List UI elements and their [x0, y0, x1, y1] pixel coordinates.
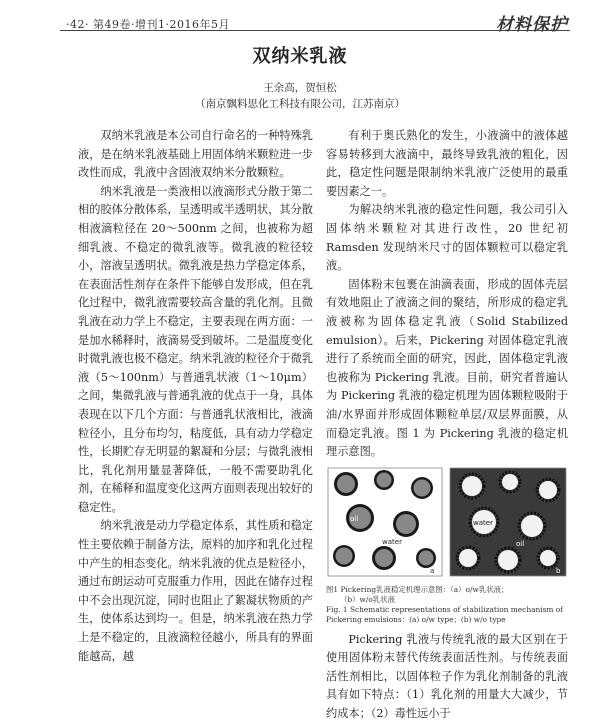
header-rule: [60, 30, 570, 31]
panel-a-ow: [328, 468, 442, 576]
caption-en-line1: Fig. 1 Schematic representations of stabilization mechanism of: [326, 604, 563, 614]
paragraph: 为解决纳米乳液的稳定性问题，我公司引入固体纳米颗粒对其进行改性，20 世纪初 Ramsden 发现纳米尺寸的固体颗粒可以稳定乳液。: [326, 203, 568, 273]
paragraph: 纳米乳液是动力学稳定体系，其性质和稳定性主要依赖于制备方法，原料的加序和乳化过程中产生的相态变化。纳米乳液的优点是粒径小，通过布朗运动可克服重力作用，因此在储存过程中不会出现沉淀，同时也阻止了絮凝状物质的产生，使体系达到均一。但是，纳米乳液在热力学上是不稳定的，且液滴粒径越小，所具有的界面能越高，越: [78, 519, 313, 663]
panel-label-b: b: [556, 566, 561, 575]
right-column: [326, 127, 568, 724]
left-column: [78, 127, 313, 666]
label-oil-b: oil: [516, 539, 525, 548]
figure-caption: [326, 585, 568, 625]
panel-b-wo: [450, 468, 566, 576]
caption-cn-line2: （b）w/o乳状液: [340, 594, 395, 604]
journal-issue-info: ·42· 第49卷·增刊1·2016年5月: [66, 18, 230, 31]
panel-label-a: a: [430, 566, 435, 575]
paragraph: 双纳米乳液是本公司自行命名的一种特殊乳液，是在纳米乳液基础上用固体纳米颗粒进一步改性而成，乳液中含固液双纳米分散颗粒。: [78, 129, 313, 180]
caption-en-line2: Pickering emulsions：(a) o/w type；(b) w/o type: [326, 614, 506, 624]
label-water: water: [382, 537, 402, 546]
label-water-b: water: [473, 518, 493, 527]
paragraph: 固体粉末包裹在油滴表面，形成的固体壳层有效地阻止了液滴之间的聚结，所形成的稳定乳液被称为固体稳定乳液（Solid Stabilized emulsion）。后来，Pickering 对固体稳定乳液进行了系统而全面的研究，因此，固体稳定乳液也被称为 Pickering 乳液。目前，研究者普遍认为 Pickering 乳液的稳定机理为固体颗粒吸附于油/水界面并形成固体颗粒单层/双层界面膜，从而稳定乳液。图 1 为 Pickering 乳液的稳定机理示意图。: [326, 277, 568, 459]
authors: 王余高，贺恒松: [263, 82, 337, 94]
figure-pickering-mechanism: [326, 466, 568, 581]
paragraph: 有利于奥氏熟化的发生，小液滴中的液体越容易转移到大液滴中，最终导致乳液的粗化，因此，稳定性问题是限制纳米乳液广泛使用的最重要因素之一。: [326, 129, 568, 198]
article-title: 双纳米乳液: [252, 46, 348, 67]
journal-logo: 材料保护: [496, 15, 568, 35]
paragraph: Pickering 乳液与传统乳液的最大区别在于使用固体粉末替代传统表面活性剂。与传统表面活性剂相比，以固体粒子作为乳化剂制备的乳液具有如下特点：（1）乳化剂的用量大大减少，节约成本；（2）毒性远小于: [326, 632, 568, 721]
label-oil: oil: [350, 514, 359, 523]
figure-image: [326, 466, 568, 581]
caption-cn-line1: 图1 Pickering乳液稳定机理示意图：（a）o/w乳状液；: [326, 584, 509, 594]
paragraph: 纳米乳液是一类液相以液滴形式分散于第二相的胶体分散体系，呈透明或半透明状，其分散相液滴粒径在 20～500nm 之间，也被称为超细乳液、不稳定的微乳液等。微乳液的粒径较小，溶液呈透明状。微乳液是热力学稳定体系，在表面活性剂存在条件下能够自发形成，但在乳化过程中，微乳液需要较高含量的乳化剂。且微乳液在动力学上不稳定，主要表现在两方面：一是加水稀释时，液滴易受到破坏。二是温度变化时微乳液也极不稳定。纳米乳液的粒径介于微乳液（5～100nm）与普通乳状液（1～10μm）之间，集微乳液与普通乳液的优点于一身，具体表现在以下几个方面：与普通乳状液相比，液滴粒径小，且分布均匀，粘度低，具有动力学稳定性，长期贮存无明显的絮凝和分层；与微乳液相比，乳化剂用量显著降低，一般不需要助乳化剂，在稀释和温度变化这两方面则表现出较好的稳定性。: [78, 184, 313, 514]
affiliation: （南京飘料思化工科技有限公司，江苏南京）: [195, 98, 405, 110]
